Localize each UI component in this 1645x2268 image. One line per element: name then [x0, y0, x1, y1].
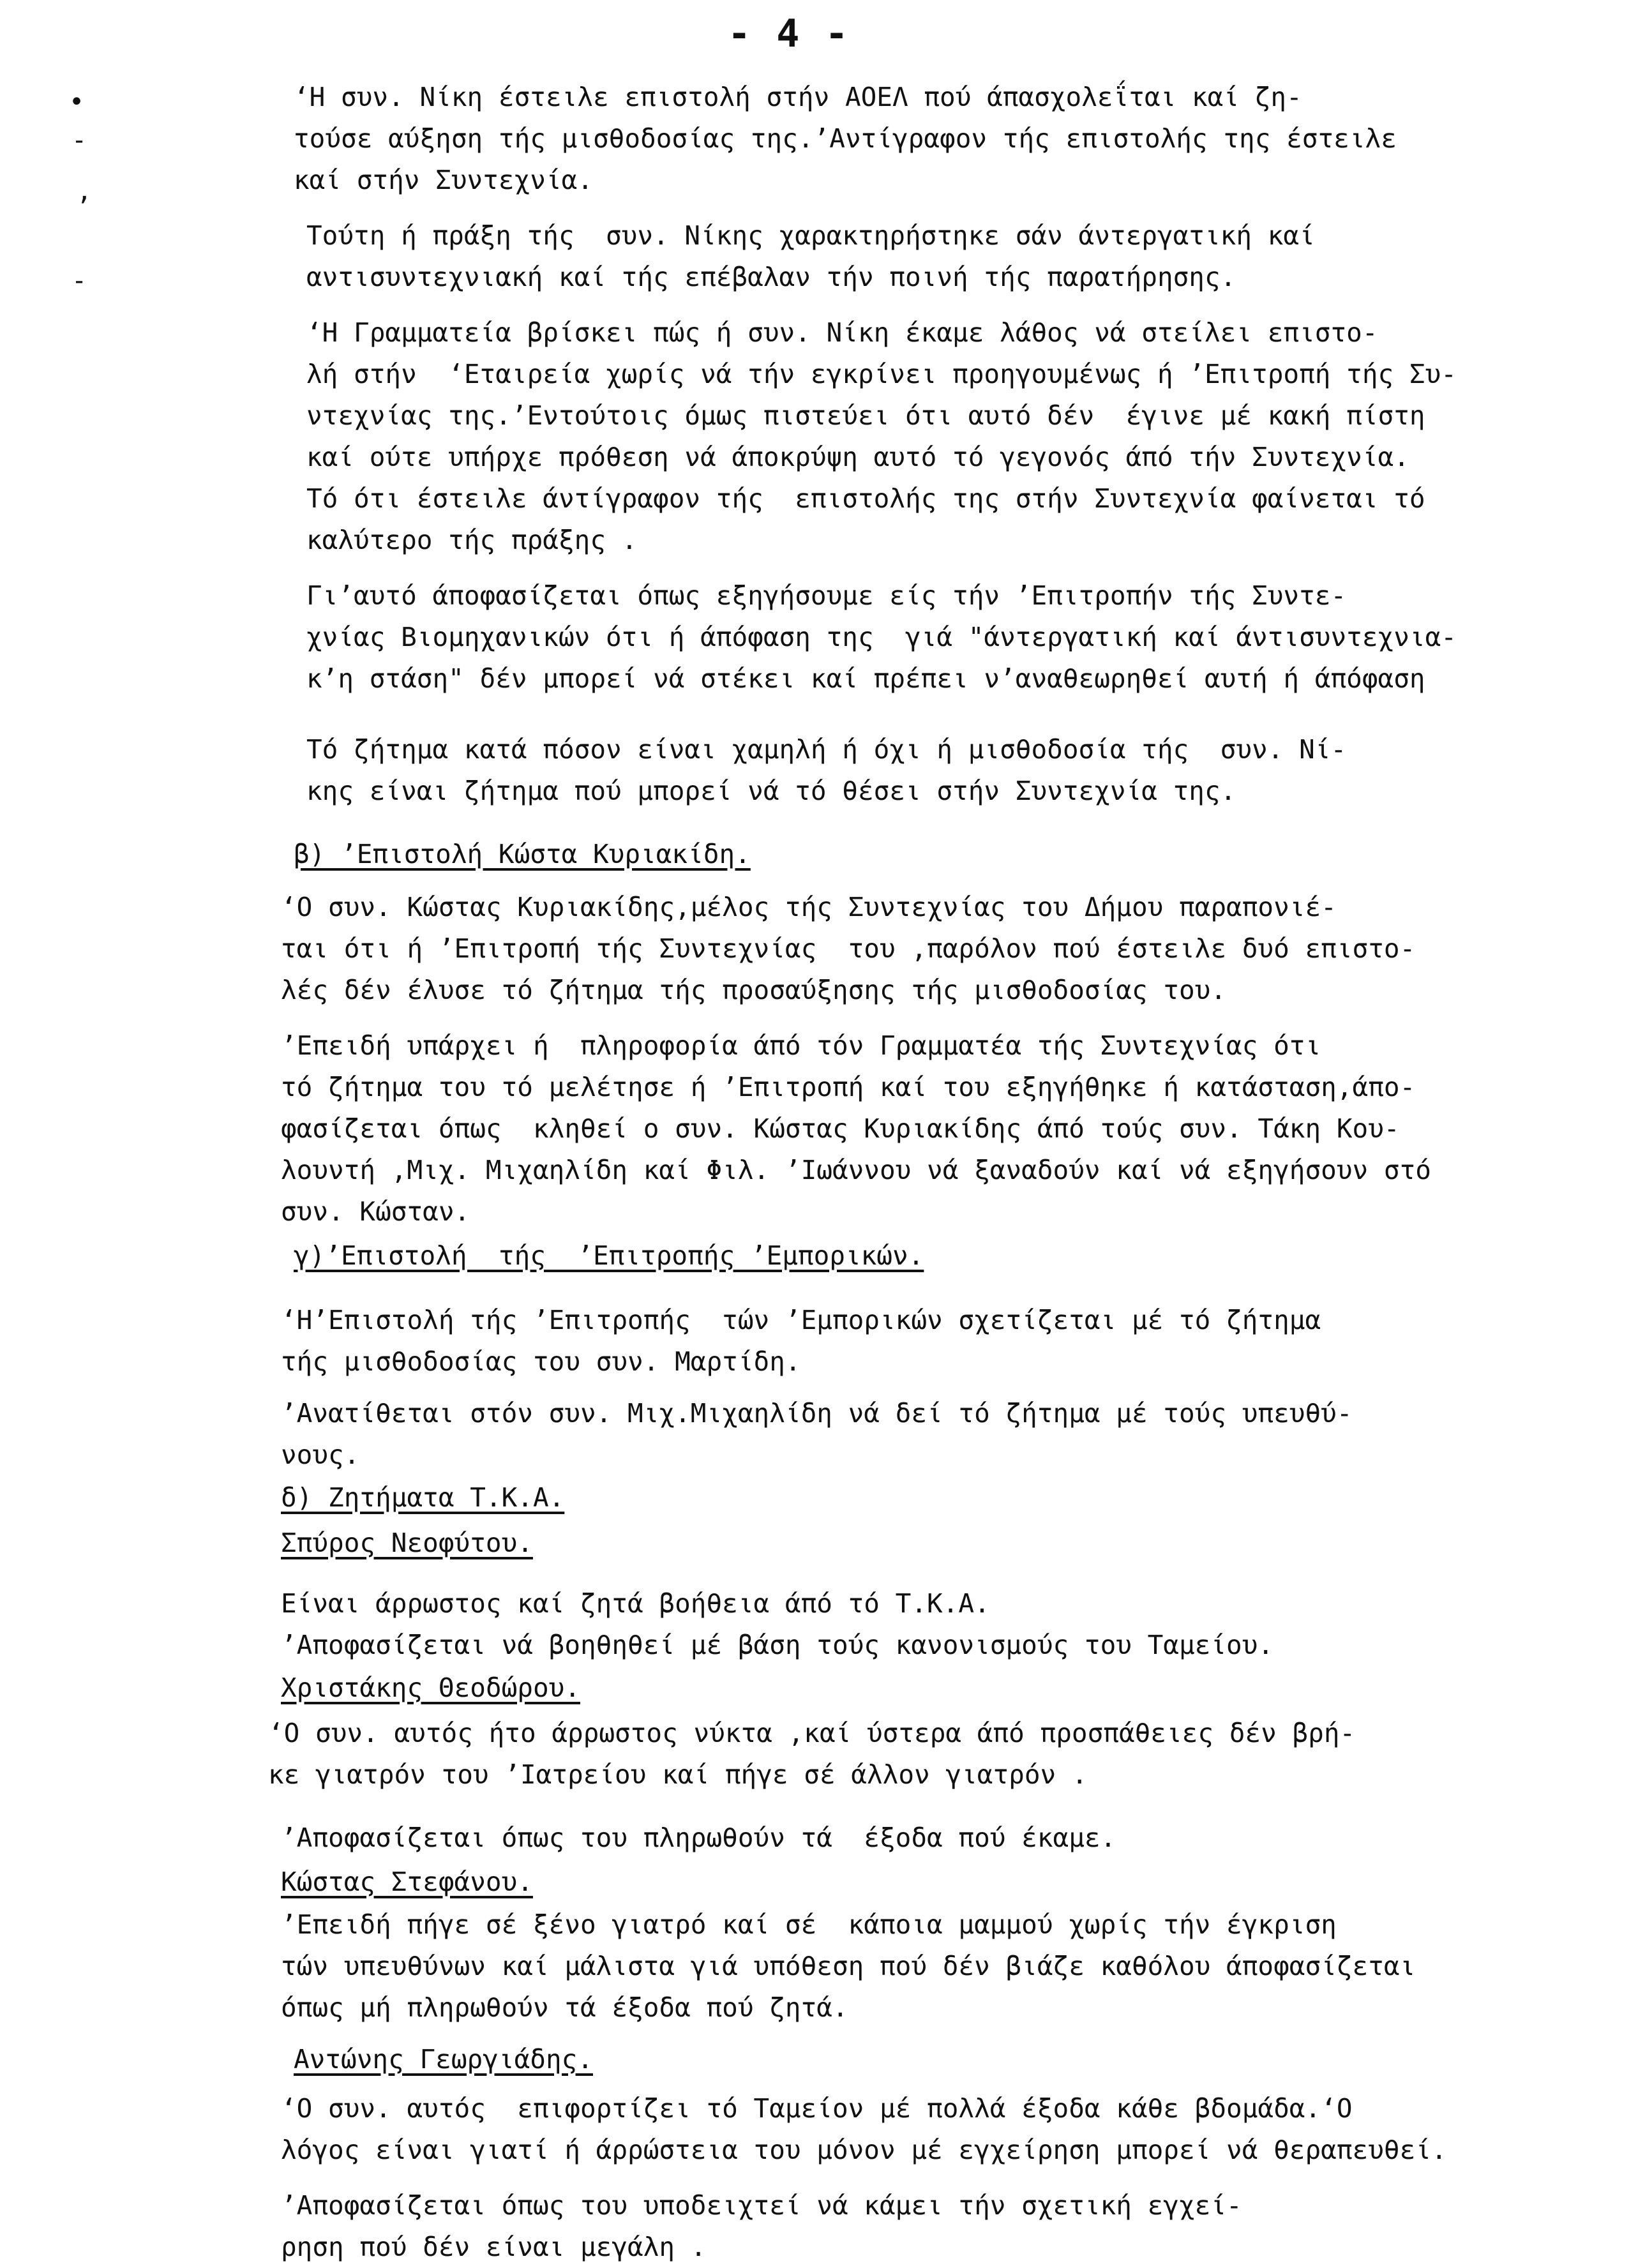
paragraph: ‘Η’Επιστολή τής ’Επιτροπής τών ’Εμπορικών σχετίζεται μέ τό ζήτημα τής μισθοδοσίας του συν. Μαρτίδη. [281, 1305, 1321, 1377]
section-heading: Χριστάκης Θεοδώρου. [281, 1672, 580, 1703]
paragraph: ‘Ο συν. αυτός ήτο άρρωστος νύκτα ,καί ύστερα άπό προσπάθειες δέν βρή- κε γιατρόν του ’Ιατρείου καί πήγε σέ άλλον γιατρόν . [268, 1718, 1356, 1790]
paragraph: Τούτη ή πράξη τής συν. Νίκης χαρακτηρήστηκε σάν άντεργατική καί αντισυντεχνιακή καί τής επέβαλαν τήν ποινή τής παρατήρησης. [306, 220, 1315, 292]
page-number: - 4 - [728, 11, 850, 56]
paragraph: Τό ζήτημα κατά πόσον είναι χαμηλή ή όχι ή μισθοδοσία τής συν. Νί- κης είναι ζήτημα πού μπορεί νά τό θέσει στήν Συντεχνία της. [306, 734, 1347, 806]
margin-mark: , [77, 177, 93, 206]
section-heading: Σπύρος Νεοφύτου. [281, 1528, 533, 1558]
paragraph: ’Αποφασίζεται όπως του πληρωθούν τά έξοδα πού έκαμε. [281, 1822, 1116, 1853]
document-body [268, 77, 1570, 2268]
paragraph: ’Επειδή υπάρχει ή πληροφορία άπό τόν Γραμματέα τής Συντεχνίας ότι τό ζήτημα του τό μελέτησε ή ’Επιτροπή καί του εξηγήθηκε ή κατάσταση,άπο- φασίζεται όπως κληθεί ο συν. Κώστας Κυριακίδης άπό τούς συν. Τάκη Κου- λουντή ,Μιχ. Μιχαηλίδη καί Φιλ. ’Ιωάννου νά ξαναδούν καί νά εξηγήσουν στό συν. Κώσταν. [281, 1030, 1431, 1227]
paragraph: Είναι άρρωστος καί ζητά βοήθεια άπό τό Τ.Κ.Α. ’Αποφασίζεται νά βοηθηθεί μέ βάση τούς κανονισμούς του Ταμείου. [281, 1588, 1274, 1660]
paragraph: ’Επειδή πήγε σέ ξένο γιατρό καί σέ κάποια μαμμού χωρίς τήν έγκριση τών υπευθύνων καί μάλιστα γιά υπόθεση πού δέν βιάζε καθόλου άποφασίζεται όπως μή πληρωθούν τά έξοδα πού ζητά. [281, 1909, 1416, 2023]
paragraph: ‘Η Γραμματεία βρίσκει πώς ή συν. Νίκη έκαμε λάθος νά στείλει επιστο- λή στήν ‘Εταιρεία χωρίς νά τήν εγκρίνει προηγουμένως ή ’Επιτροπή τής Συ- ντεχνίας της.’Εντούτοις όμως πιστεύει ότι αυτό δέν έγινε μέ κακή πίστη καί ούτε υπήρχε πρόθεση νά άποκρύψη αυτό τό γεγονός άπό τήν Συντεχνία. Τό ότι έστειλε άντίγραφον τής επιστολής της στήν Συντεχνία φαίνεται τό καλύτερο τής πράξης . [306, 317, 1457, 555]
paragraph: ’Αποφασίζεται όπως του υποδειχτεί νά κάμει τήν σχετική εγχεί- ρηση πού δέν είναι μεγάλη . [281, 2190, 1242, 2262]
paragraph: ‘Ο συν. αυτός επιφορτίζει τό Ταμείον μέ πολλά έξοδα κάθε βδομάδα.‘Ο λόγος είναι γιατί ή άρρώστεια του μόνον μέ εγχείρηση μπορεί νά θεραπευθεί. [281, 2093, 1447, 2165]
section-heading: β) ’Επιστολή Κώστα Κυριακίδη. [294, 839, 751, 869]
paragraph: ’Ανατίθεται στόν συν. Μιχ.Μιχαηλίδη νά δεί τό ζήτημα μέ τούς υπευθύ- νους. [281, 1398, 1353, 1470]
margin-mark: - [71, 126, 87, 155]
section-heading: Κώστας Στεφάνου. [281, 1866, 533, 1897]
paragraph: ‘Η συν. Νίκη έστειλε επιστολή στήν ΑΟΕΛ πού άπασχολεΐται καί ζη- τούσε αύξηση τής μισθοδοσίας της.’Αντίγραφον τής επιστολής της έστειλε καί στήν Συντεχνία. [294, 82, 1397, 195]
paragraph: ‘Ο συν. Κώστας Κυριακίδης,μέλος τής Συντεχνίας του Δήμου παραπονιέ- ται ότι ή ’Επιτροπή τής Συντεχνίας του ,παρόλον πού έστειλε δυό επιστο- λές δέν έλυσε τό ζήτημα τής προσαύξησης τής μισθοδοσίας του. [281, 892, 1416, 1005]
section-heading: δ) Ζητήματα Τ.Κ.Α. [281, 1482, 565, 1513]
section-heading: Αντώνης Γεωργιάδης. [294, 2044, 593, 2075]
margin-mark: - [71, 266, 87, 296]
paragraph: Γι’αυτό άποφασίζεται όπως εξηγήσουμε είς τήν ’Επιτροπήν τής Συντε- χνίας Βιομηχανικών ότι ή άπόφαση της γιά "άντεργατική καί άντισυντεχνια- κ’η στάση" δέν μπορεί νά στέκει καί πρέπει ν’αναθεωρηθεί αυτή ή άπόφαση [306, 580, 1457, 694]
section-heading: γ)’Επιστολή τής ’Επιτροπής ’Εμπορικών. [294, 1240, 924, 1271]
margin-mark: • [69, 87, 85, 117]
